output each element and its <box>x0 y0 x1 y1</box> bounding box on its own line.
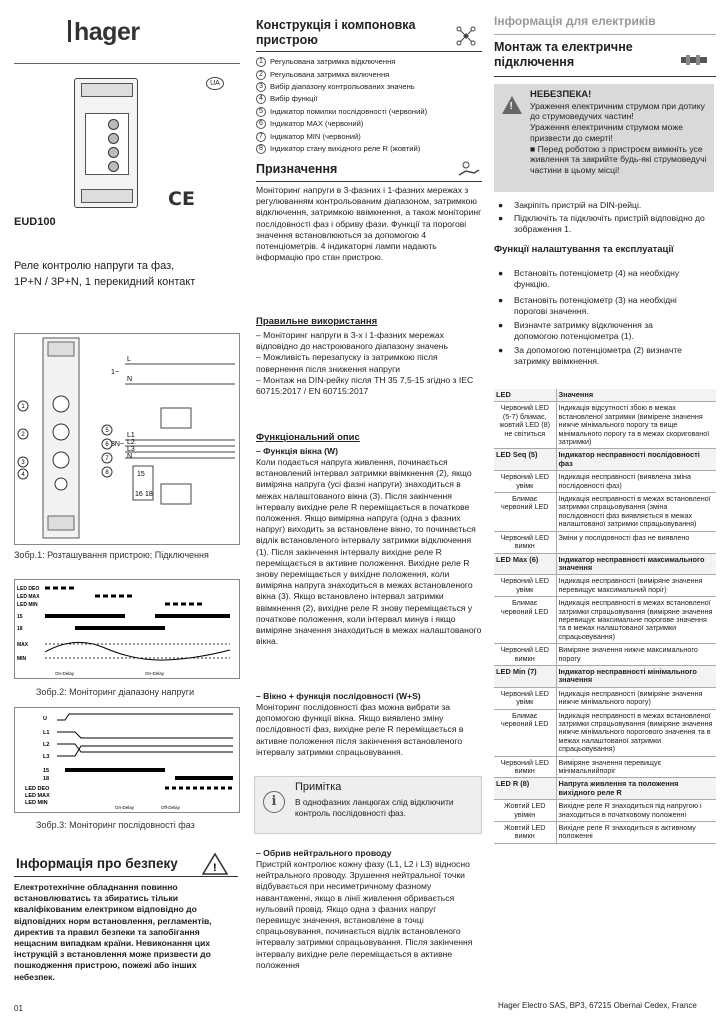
safety-title: Інформація про безпеку <box>16 856 178 871</box>
safety-warning-icon <box>202 852 228 876</box>
layout-title: Конструкція і компоновка пристрою <box>256 18 416 47</box>
table-row <box>494 644 716 666</box>
table-cell-led: Червоний LED вимкн <box>494 756 556 778</box>
row-label: LED MAX <box>17 594 40 600</box>
row-label: MIN <box>17 656 27 662</box>
table-cell-led: LED Max (6) <box>494 553 556 575</box>
neutral-title: – Обрив нейтрального проводу <box>256 848 392 858</box>
table-cell-led: LED Seq (5) <box>494 449 556 471</box>
table-cell-led: Червоний LED увімк <box>494 687 556 709</box>
network-icon <box>456 26 476 46</box>
list-item: 7 Індикатор MIN (червоний) <box>256 130 482 142</box>
callout-label: 6 <box>105 442 109 448</box>
table-cell-meaning: Значення <box>556 389 716 402</box>
figure-2-caption: Зобр.2: Моніторинг діапазону напруги <box>36 687 195 697</box>
table-cell-meaning: Індикація несправності (виміряне значення перевищує максимальний поріг) <box>556 575 716 597</box>
info-icon: i <box>263 791 285 813</box>
danger-title: НЕБЕЗПЕКА! <box>530 89 592 100</box>
electrician-title: Монтаж та електричне підключення <box>494 40 633 69</box>
ce-mark-icon: CE <box>168 188 195 210</box>
danger-line: Ураження електричним струмом при дотику до струмоведучих частин! <box>530 100 705 122</box>
table-row <box>494 531 716 553</box>
row-label: L2 <box>43 742 50 748</box>
brand-logo: hager <box>68 18 140 47</box>
table-row <box>494 800 716 822</box>
figure-1-caption: Зобр.1: Розташування пристрою; Підключення <box>14 550 209 560</box>
row-label: 18 <box>43 776 50 782</box>
table-cell-meaning: Індикація несправності (виміряне значення нижче мінімального порогу) <box>556 687 716 709</box>
table-cell-led: Блимає червоний LED <box>494 597 556 644</box>
led-table <box>494 389 716 844</box>
table-row <box>494 709 716 756</box>
row-label: LED MAX <box>25 793 50 799</box>
figure-3-phase-sequence <box>14 707 240 813</box>
wire-label: 3N~ <box>111 441 125 448</box>
table-cell-meaning: Індикатор несправності максимального значення <box>556 553 716 575</box>
table-cell-led: Червоний LED вимкн <box>494 644 556 666</box>
table-cell-meaning: Індикація несправності в межах встановленої затримки спрацьовування (зміна послідовності фаз виявляється в межах налаштованої затримки спрацьовування) <box>556 493 716 532</box>
purpose-title: Призначення <box>256 162 338 176</box>
wire-label: L <box>127 356 131 363</box>
table-cell-led: Блимає червоний LED <box>494 493 556 532</box>
table-cell-led: Червоний LED увімк <box>494 575 556 597</box>
wire-label: L2 <box>127 439 135 446</box>
row-label: LED DEO <box>17 586 40 592</box>
window-function-title: – Функція вікна (W) <box>256 446 339 456</box>
divider <box>494 34 716 35</box>
layout-list <box>256 56 482 155</box>
list-item: 8 Індикатор стану вихідного реле R (жовтий) <box>256 143 482 155</box>
correct-use-list: – Моніторинг напруги в 3-х і 1-фазних мережах відповідно до настроюваного діапазону значень – Можливість перезапуску із затримкою після повернення після зниження напруги – Монтаж на DIN-рейку після TH 35 7,5-15 згідно з IEC 60715:2017 / EN 60715:2017 <box>256 330 474 397</box>
divider <box>14 876 238 877</box>
sequence-function-title: – Вікно + функція послідовності (W+S) <box>256 691 421 701</box>
row-label: LED DEO <box>25 786 50 792</box>
row-label: 15 <box>17 614 23 620</box>
page-number: 01 <box>14 1004 23 1013</box>
row-label: 18 <box>17 626 23 632</box>
table-cell-meaning: Виміряне значення нижче максимального порогу <box>556 644 716 666</box>
table-cell-meaning: Індикація несправності в межах встановленої затримки спрацьовування (виміряне значення перевищує максимальне порогове значення та в межах налаштованої затримки спрацьовування) <box>556 597 716 644</box>
axis-label: On-Delay <box>115 805 135 810</box>
list-item: 2 Регульована затримка включення <box>256 68 482 80</box>
table-header-row <box>494 389 716 402</box>
table-row <box>494 402 716 449</box>
func-setup-title: Функції налаштування та експлуатації <box>494 244 674 255</box>
table-row <box>494 575 716 597</box>
divider <box>494 76 716 77</box>
table-cell-meaning: Індикація несправності в межах встановленої затримки спрацьовування (виміряне значення нижче мінімального порогового значення та в межах налаштованої затримки спрацьовування) <box>556 709 716 756</box>
divider <box>256 181 482 182</box>
table-cell-meaning: Індикація відсутності збою в межах встановленої затримки (вимірене значення нижче мінімального порогу та вище мінімального порогу та в межах скоригованої затримки) <box>556 402 716 449</box>
table-row <box>494 756 716 778</box>
note-body: В однофазних ланцюгах слід відключити контроль послідовності фаз. <box>295 797 454 818</box>
safety-body: Електротехнічне обладнання повинно встановлюватись та збиратись тільки кваліфікованим електриком відповідно до відповідних норм встановлення, регламентів, директив та правил безпеки та запобігання нещасним випадкам країни. Невиконання цих інструкцій з встановлення може призвести до пошкодження пристрою, пожежі або інших небезпек. <box>14 882 212 982</box>
table-cell-led: LED Min (7) <box>494 665 556 687</box>
list-item: ● Встановіть потенціометр (4) на необхідну функцію. <box>498 268 680 290</box>
svg-text:!: ! <box>213 862 217 874</box>
correct-use-title: Правильне використання <box>256 316 378 327</box>
table-cell-led: Блимає червоний LED <box>494 709 556 756</box>
functional-title: Функціональний опис <box>256 432 360 443</box>
callout-label: 1 <box>21 404 25 410</box>
purpose-body: Моніторинг напруги в 3-фазних і 1-фазних мережах з регулюванням контрольованим діапазоном, затримкою відключення, затримкою ввімкнення, а також моніторинг послідовності фаз і обриву фази. Функції та порогові значення встановлюються за допомогою 4 потенціометрів. 4 індикаторні лампи надають інформацію про стан пристрою. <box>256 185 482 263</box>
table-header-row <box>494 449 716 471</box>
row-label: LED MIN <box>25 800 48 806</box>
note-title: Примітка <box>295 781 342 793</box>
row-label: MAX <box>17 642 29 648</box>
callout-label: 2 <box>21 432 25 438</box>
list-item: 3 Вибір діапазону контрольованих значень <box>256 81 482 93</box>
table-header-row <box>494 665 716 687</box>
table-header-row <box>494 553 716 575</box>
row-label: U <box>43 716 47 722</box>
electrician-header: Інформація для електриків <box>494 14 656 28</box>
wire-label: L1 <box>127 432 135 439</box>
table-cell-led: LED <box>494 389 556 402</box>
danger-line: ■ Перед роботою з пристроєм вимкніть усе живлення та закрийте будь-які струмоведучі частини в цьому місці! <box>530 143 707 175</box>
neutral-body: Пристрій контролює кожну фазу (L1, L2 і L3) відносно нейтрального проводу. Зрушення нейтральної точки відбувається при несиметричному фазному навантаженні, якщо в лінії живлення обривається нульовий провід. Якщо одна з фазних напруг перевищує значення, встановлене в точці спрацьовування, починається відлік встановленого інтервалу затримки спрацьовування. Після закінчення інтервалу вихідне реле переміщається в активне положення <box>256 859 473 970</box>
hand-icon <box>458 160 480 178</box>
table-row <box>494 493 716 532</box>
table-cell-meaning: Зміни у послідовності фаз не виявлено <box>556 531 716 553</box>
table-cell-meaning: Виміряне значення перевищує мінімальнийпоріг <box>556 756 716 778</box>
danger-line: Ураження електричним струмом може призвести до смерті! <box>530 122 683 143</box>
note-box <box>254 776 482 834</box>
figure-2-voltage-range <box>14 579 240 679</box>
row-label: 15 <box>43 768 50 774</box>
table-cell-meaning: Індикатор несправності послідовності фаз <box>556 449 716 471</box>
table-header-row <box>494 778 716 800</box>
divider <box>14 63 240 64</box>
product-description: Реле контролю напруги та фаз, 1P+N / 3P+N, 1 перекидний контакт <box>14 260 196 288</box>
table-cell-meaning: Напруга живлення та положення вихідного реле R <box>556 778 716 800</box>
wire-label: 16 <box>135 491 143 498</box>
figure-1-wiring <box>14 333 240 545</box>
axis-label: On-Delay <box>55 671 75 676</box>
list-item: 6 Індикатор MAX (червоний) <box>256 118 482 130</box>
table-cell-meaning: Вихідне реле R знаходиться в активному положенні <box>556 822 716 844</box>
table-cell-led: Жовтий LED вимкн <box>494 822 556 844</box>
table-cell-led: Червоний LED вимкн <box>494 531 556 553</box>
divider <box>256 51 482 52</box>
danger-box: ! НЕБЕЗПЕКА! Ураження електричним струмом при дотику до струмоведучих частин! Ураження електричним струмом може призвести до смерті! ■ Перед роботою з пристроєм вимкніть усе живлення та закрийте будь-які струмоведучі частини в цьому місці! <box>494 84 714 192</box>
list-item: ● Визначте затримку відключення за допомогою потенціометра (1). <box>498 320 653 342</box>
wire-label: L3 <box>127 446 135 453</box>
axis-label: On-Delay <box>145 671 165 676</box>
list-item: 5 Індикатор помилки послідовності (червоний) <box>256 106 482 118</box>
figure-3-caption: Зобр.3: Моніторинг послідовності фаз <box>36 820 195 830</box>
sequence-function-body: Моніторинг послідовності фаз можна вибрати за допомогою функції вікна. Якщо виявлено зміну послідовності фаз, вихідне реле R переміщається в активне положення після закінчення встановленого інтервалу затримки спрацьовування. <box>256 702 464 757</box>
callout-label: 5 <box>105 428 109 434</box>
table-cell-meaning: Індикація несправності (виявлена зміна послідовності фаз) <box>556 471 716 493</box>
callout-label: 3 <box>21 460 25 466</box>
table-row <box>494 822 716 844</box>
table-row <box>494 687 716 709</box>
table-row <box>494 471 716 493</box>
list-item: ● Підключіть та підключіть пристрій відповідно до зображення 1. <box>498 213 705 235</box>
row-label: L3 <box>43 754 50 760</box>
wire-label: 1~ <box>111 369 119 376</box>
list-item: 1 Регульована затримка відключення <box>256 56 482 68</box>
wire-label: 15 <box>137 471 145 478</box>
row-label: LED MIN <box>17 602 38 608</box>
list-item: ● За допомогою потенціометра (2) визначте затримку ввімкнення. <box>498 345 682 367</box>
axis-label: Off-Delay <box>161 805 180 810</box>
list-item: ● Закріпіть пристрій на DIN-рейці. <box>498 200 642 210</box>
callout-label: 4 <box>21 472 25 478</box>
ua-mark-icon: UA <box>206 77 224 90</box>
table-row <box>494 597 716 644</box>
model-name: EUD100 <box>14 216 56 228</box>
table-cell-led: Червоний LED увімк <box>494 471 556 493</box>
table-cell-led: Жовтий LED увімкн <box>494 800 556 822</box>
din-rail-icon <box>680 54 708 66</box>
product-image <box>74 78 138 208</box>
wire-label: N <box>127 453 133 460</box>
list-item: 4 Вибір функції <box>256 93 482 105</box>
row-label: L1 <box>43 730 50 736</box>
list-item: ● Встановіть потенціометр (3) на необхідні порогові значення. <box>498 295 677 317</box>
wire-label: N <box>127 376 133 383</box>
window-function-body: Коли подається напруга живлення, починається встановлений інтервал затримки ввімкнення (2), якщо виміряна напруга (усі фазні напруги) знаходиться в межах налаштованого вікна (3). Після закінчення інтервалу вихідне реле R переміщається в початкове положення. Якщо виміряна напруга (одна з фазних напруг) виходить за встановлене вікно, то починається відлік встановленого інтервалу затримки відключення (1). Після закінчення інтервалу вихідне реле R переміщається в активне положення. Вихідне реле R знову переміщається у вихідне положення, коли виміряна напруга знаходиться в межах встановленого вікна (3). Якщо встановлено інтервал затримки ввімкнення (2), вихідне реле R знову переміщається у початкове положення, коли інтервал минув і якщо виміряне значення знаходиться в межах налаштованого вікна. <box>256 457 482 647</box>
wire-label: 18 <box>145 491 153 498</box>
table-cell-led: LED R (8) <box>494 778 556 800</box>
table-cell-meaning: Вихідне реле R знаходиться під напругою і знаходиться в початковому положенні <box>556 800 716 822</box>
callout-label: 8 <box>105 470 109 476</box>
company-footer: Hager Electro SAS, BP3, 67215 Obernai Cedex, France <box>498 1001 697 1010</box>
callout-label: 7 <box>105 456 109 462</box>
table-cell-meaning: Індикатор несправності мінімального значення <box>556 665 716 687</box>
table-cell-led: Червоний LED (5-7) блимає, жовтий LED (8) не світиться <box>494 402 556 449</box>
